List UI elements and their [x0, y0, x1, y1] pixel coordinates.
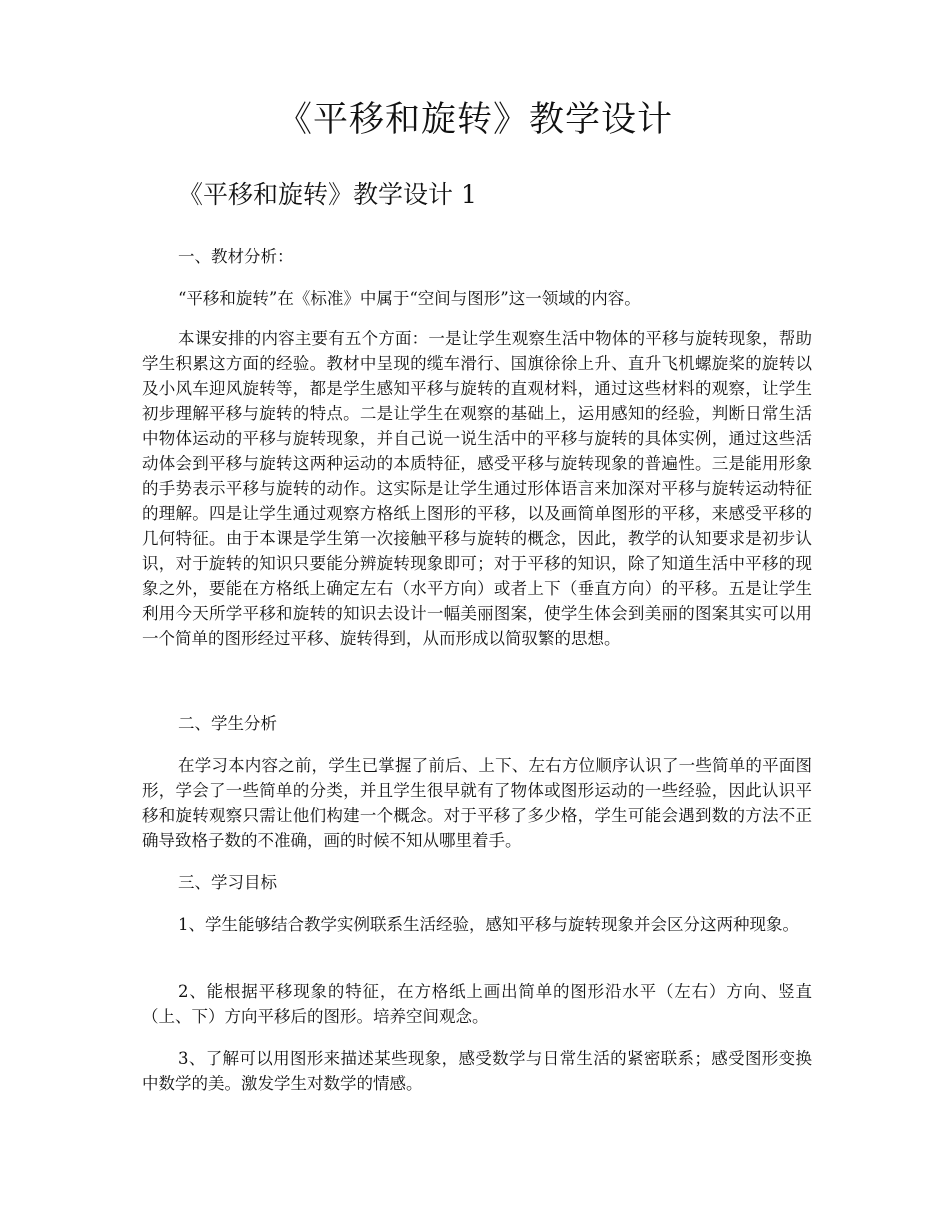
document-title: 《平移和旋转》教学设计	[276, 100, 673, 140]
heading-student-analysis: 二、学生分析	[178, 714, 277, 733]
paragraph-goal-3: 3、了解可以用图形来描述某些现象，感受数学与日常生活的紧密联系；感受图形变换中数学的美。激发学生对数学的情感。	[142, 1049, 812, 1093]
paragraph-goal-2: 2、能根据平移现象的特征，在方格纸上画出简单的图形沿水平（左右）方向、竖直（上、下）方向平移后的图形。培养空间观念。	[142, 982, 812, 1026]
section-title: 《平移和旋转》教学设计 1	[178, 180, 477, 209]
paragraph-content-overview: 本课安排的内容主要有五个方面：一是让学生观察生活中物体的平移与旋转现象，帮助学生积累这方面的经验。教材中呈现的缆车滑行、国旗徐徐上升、直升飞机螺旋桨的旋转以及小风车迎风旋转等，都是学生感知平移与旋转的直观材料，通过这些材料的观察，让学生初步理解平移与旋转的特点。二是让学生在观察的基础上，运用感知的经验，判断日常生活中物体运动的平移与旋转现象，并自己说一说生活中的平移与旋转的具体实例，通过这些活动体会到平移与旋转这两种运动的本质特征，感受平移与旋转现象的普遍性。三是能用形象的手势表示平移与旋转的动作。这实际是让学生通过形体语言来加深对平移与旋转运动特征的理解。四是让学生通过观察方格纸上图形的平移，以及画简单图形的平移，来感受平移的几何特征。由于本课是学生第一次接触平移与旋转的概念，因此，教学的认知要求是初步认识，对于旋转的知识只要能分辨旋转现象即可；对于平移的知识，除了知道生活中平移的现象之外，要能在方格纸上确定左右（水平方向）或者上下（垂直方向）的平移。五是让学生利用今天所学平移和旋转的知识去设计一幅美丽图案，使学生体会到美丽的图案其实可以用一个简单的图形经过平移、旋转得到，从而形成以简驭繁的思想。	[142, 329, 812, 648]
paragraph-standard: “平移和旋转”在《标准》中属于“空间与图形”这一领域的内容。	[178, 289, 641, 308]
heading-learning-goals: 三、学习目标	[178, 873, 277, 892]
paragraph-goal-1: 1、学生能够结合教学实例联系生活经验，感知平移与旋转现象并会区分这两种现象。	[178, 915, 799, 934]
paragraph-student-analysis: 在学习本内容之前，学生已掌握了前后、上下、左右方位顺序认识了一些简单的平面图形，学会了一些简单的分类，并且学生很早就有了物体或图形运动的一些经验，因此认识平移和旋转观察只需让他们构建一个概念。对于平移了多少格，学生可能会遇到数的方法不正确导致格子数的不准确，画的时候不知从哪里着手。	[142, 756, 812, 850]
heading-textbook-analysis: 一、教材分析：	[178, 247, 294, 266]
